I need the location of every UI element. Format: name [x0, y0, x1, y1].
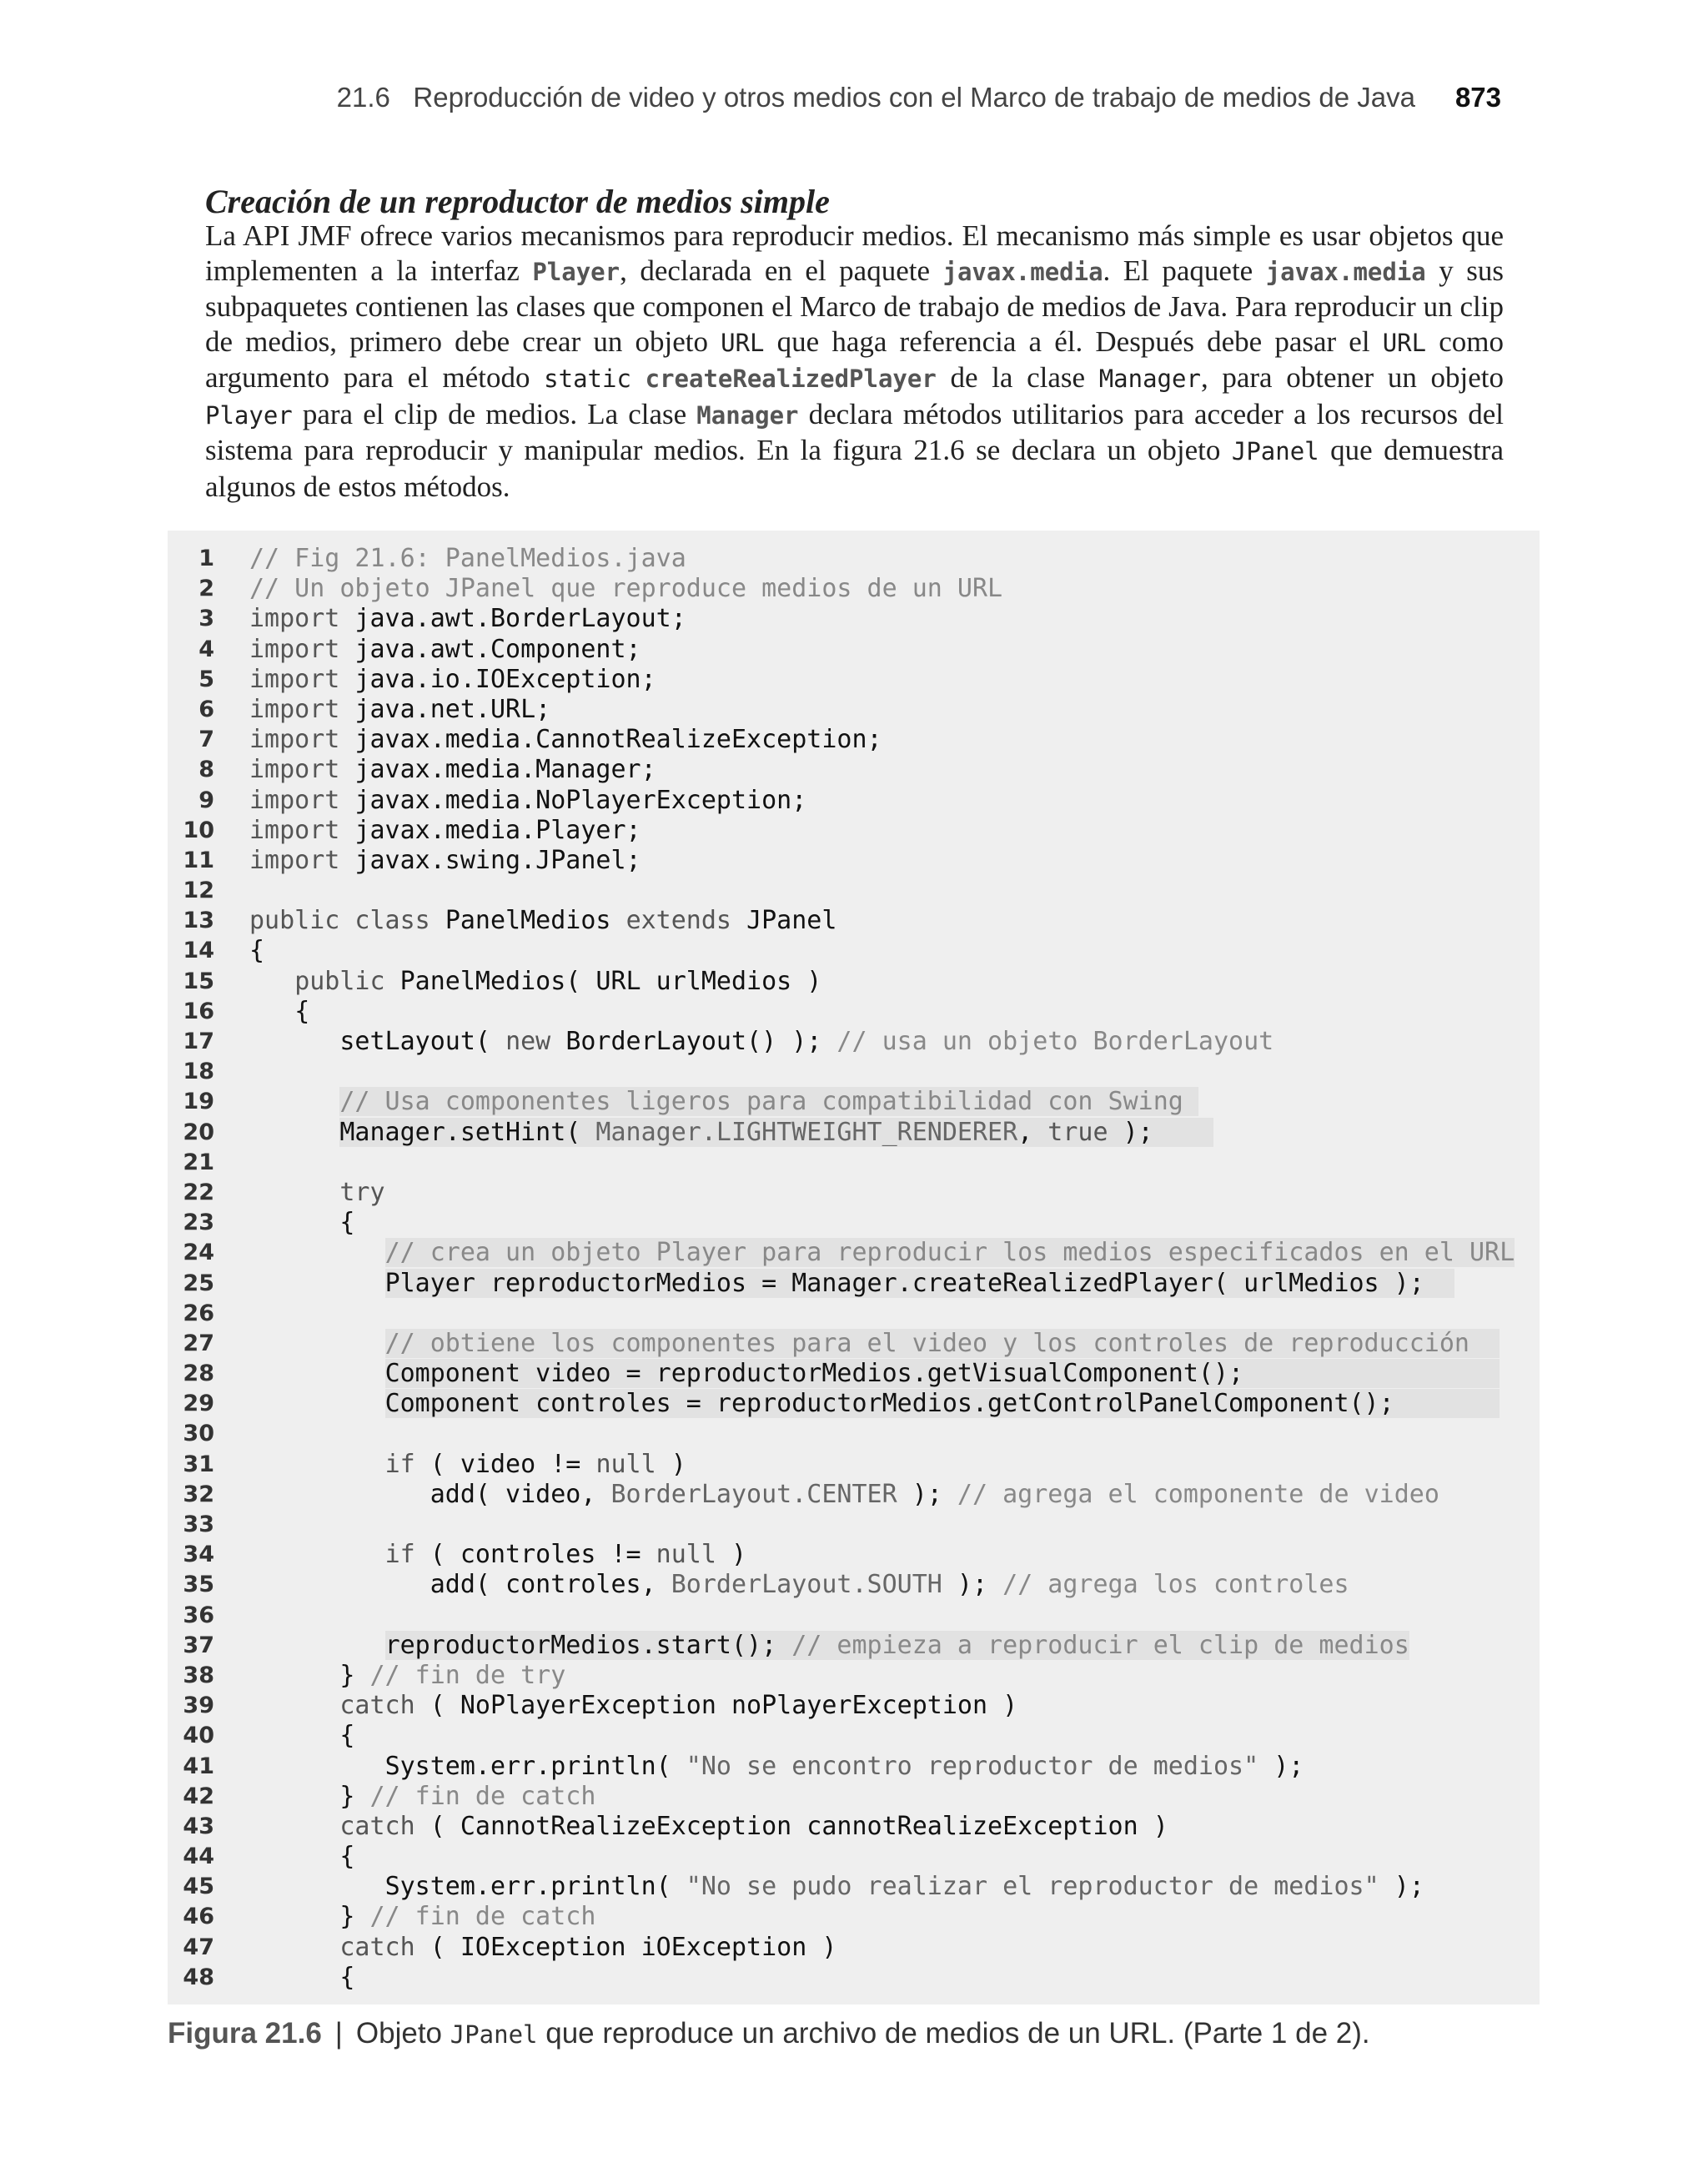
code-token: javax.media.Manager;	[354, 755, 656, 785]
line-number: 45	[183, 1874, 214, 1900]
code-text	[249, 1661, 565, 1691]
paragraph-text	[631, 361, 646, 394]
line-number: 17	[183, 1029, 214, 1054]
code-text	[249, 997, 309, 1027]
code-line	[168, 1118, 1540, 1148]
code-line	[168, 1631, 1540, 1661]
code-token: }	[339, 1660, 370, 1690]
code-token: BorderLayout.SOUTH	[671, 1570, 942, 1600]
code-token: );	[1379, 1872, 1424, 1902]
line-number: 29	[183, 1391, 214, 1417]
paragraph-text: , para obtener un objeto	[1200, 361, 1505, 394]
code-line	[168, 967, 1540, 997]
line-number: 8	[198, 757, 214, 783]
header-section-number: 21.6	[336, 82, 390, 113]
code-line	[168, 665, 1540, 695]
code-text	[249, 1842, 354, 1872]
code-keyword: import	[249, 815, 355, 845]
line-number: 14	[183, 938, 214, 964]
code-line	[168, 1269, 1540, 1299]
code-line	[168, 1752, 1540, 1782]
inline-code: createRealizedPlayer	[645, 365, 937, 393]
code-line	[168, 1510, 1540, 1540]
line-number: 28	[183, 1361, 214, 1387]
code-keyword: if	[384, 1540, 415, 1570]
code-comment: // fin de catch	[369, 1902, 596, 1932]
paragraph-text: de la clase	[936, 361, 1099, 394]
code-token: {	[339, 1962, 355, 1992]
line-number: 46	[183, 1904, 214, 1930]
code-text	[249, 1902, 595, 1932]
code-comment: // agrega los controles	[1002, 1570, 1349, 1600]
code-token: add( controles,	[430, 1570, 671, 1600]
code-text	[249, 1872, 1424, 1902]
code-line	[168, 1480, 1540, 1510]
line-number: 10	[183, 817, 214, 843]
code-text	[249, 1238, 1515, 1268]
code-token: ( CannotRealizeException cannotRealizeException )	[414, 1811, 1168, 1841]
code-keyword: catch	[339, 1811, 415, 1841]
paragraph-text: , declarada en el paquete	[620, 254, 943, 287]
code-text	[249, 1963, 354, 1993]
code-token: javax.media.Player;	[354, 815, 641, 845]
line-number: 2	[198, 576, 214, 602]
code-text	[249, 1208, 354, 1238]
code-listing	[168, 531, 1540, 2004]
line-number: 27	[183, 1330, 214, 1356]
code-token: )	[656, 1449, 686, 1479]
line-number: 25	[183, 1270, 214, 1296]
code-keyword: null	[595, 1449, 656, 1479]
line-number: 7	[198, 727, 214, 753]
code-token: Component controles = reproductorMedios.getControlPanelComponent();	[384, 1389, 1500, 1419]
line-number: 22	[183, 1179, 214, 1205]
paragraph-text: que demuestra algunos de estos métodos.	[205, 434, 1504, 503]
code-token: );	[897, 1479, 957, 1509]
code-text	[249, 1933, 836, 1963]
code-text	[249, 936, 264, 966]
code-line	[168, 846, 1540, 876]
code-line	[168, 1419, 1540, 1449]
line-number: 13	[183, 908, 214, 934]
header-title: Reproducción de video y otros medios con el Marco de trabajo de medios de Java	[413, 82, 1415, 113]
code-token: {	[339, 1208, 355, 1238]
code-line	[168, 936, 1540, 966]
code-token: Manager.LIGHTWEIGHT_RENDERER	[595, 1117, 1018, 1147]
code-comment: // fin de catch	[369, 1781, 596, 1811]
code-line	[168, 997, 1540, 1027]
line-number: 42	[183, 1783, 214, 1809]
code-comment: // agrega el componente de video	[957, 1479, 1439, 1509]
code-token: setLayout(	[339, 1027, 506, 1056]
code-token: javax.swing.JPanel;	[354, 845, 641, 875]
code-token: PanelMedios	[445, 906, 626, 936]
code-token: )	[716, 1540, 747, 1570]
code-line	[168, 1148, 1540, 1178]
line-number: 12	[183, 878, 214, 904]
inline-code: URL	[721, 328, 765, 357]
line-number: 32	[183, 1481, 214, 1507]
code-token: System.err.println(	[384, 1751, 686, 1781]
line-number: 19	[183, 1089, 214, 1115]
code-text	[249, 1721, 354, 1751]
code-comment: // crea un objeto Player para reproducir los medios especificados en el URL	[384, 1238, 1515, 1268]
inline-code: Manager	[696, 400, 799, 430]
code-token: );	[942, 1570, 1003, 1600]
code-line	[168, 1178, 1540, 1208]
section-title: Creación de un reproductor de medios simple	[205, 183, 830, 220]
code-token: ( controles !=	[414, 1540, 656, 1570]
line-number: 38	[183, 1662, 214, 1688]
inline-code: static	[544, 365, 631, 393]
code-keyword: import	[249, 634, 355, 664]
code-line	[168, 906, 1540, 936]
line-number: 39	[183, 1693, 214, 1719]
code-token: Manager.setHint(	[339, 1117, 596, 1147]
line-number: 11	[183, 847, 214, 873]
line-number: 47	[183, 1934, 214, 1960]
code-token: }	[339, 1902, 370, 1932]
code-text	[249, 574, 1002, 604]
body-paragraph	[205, 219, 1504, 504]
line-number: 5	[198, 666, 214, 692]
line-number: 15	[183, 968, 214, 994]
code-lines	[168, 544, 1540, 1993]
code-token: Player reproductorMedios = Manager.createRealizedPlayer( urlMedios );	[384, 1268, 1454, 1298]
line-number: 35	[183, 1572, 214, 1598]
code-line	[168, 1902, 1540, 1932]
code-text	[249, 1027, 1273, 1057]
code-comment: // Un objeto JPanel que reproduce medios de un URL	[249, 574, 1003, 604]
line-number: 21	[183, 1149, 214, 1175]
code-line	[168, 1963, 1540, 1993]
code-line	[168, 604, 1540, 634]
code-token: "No se pudo realizar el reproductor de medios"	[686, 1872, 1379, 1902]
code-line	[168, 1721, 1540, 1751]
code-text	[249, 1389, 1500, 1419]
code-token: );	[1258, 1751, 1304, 1781]
paragraph-text: declara métodos utilitarios para acceder a los recursos del sistema para reproducir y manipular medios. En la figura 21.6 se declara un objeto	[205, 397, 1505, 466]
code-keyword: import	[249, 785, 355, 815]
code-keyword: new	[505, 1027, 566, 1056]
code-token: ( IOException iOException )	[414, 1932, 837, 1962]
code-token: java.awt.BorderLayout;	[354, 604, 686, 634]
code-keyword: import	[249, 694, 355, 724]
page-header	[0, 82, 1501, 113]
code-keyword: import	[249, 725, 355, 755]
code-token: }	[339, 1781, 370, 1811]
code-token: reproductorMedios.start();	[384, 1630, 792, 1660]
code-line	[168, 1450, 1540, 1480]
line-number: 37	[183, 1632, 214, 1658]
code-keyword: true	[1047, 1117, 1108, 1147]
line-number: 34	[183, 1542, 214, 1568]
code-comment: // fin de try	[369, 1660, 566, 1690]
code-line	[168, 1691, 1540, 1721]
code-keyword: if	[384, 1449, 415, 1479]
code-text	[249, 665, 656, 695]
inline-code: javax.media	[942, 257, 1103, 286]
code-token: ( video !=	[414, 1449, 596, 1479]
code-token: {	[249, 936, 265, 966]
code-line	[168, 1842, 1540, 1872]
code-token: );	[1108, 1117, 1213, 1147]
caption-text-after: que reproduce un archivo de medios de un URL. (Parte 1 de 2).	[537, 2017, 1370, 2050]
code-text	[249, 725, 882, 755]
code-keyword: extends	[625, 906, 747, 936]
line-number: 23	[183, 1210, 214, 1236]
inline-code: javax.media	[1265, 257, 1426, 286]
code-line	[168, 544, 1540, 574]
code-text	[249, 635, 641, 665]
code-line	[168, 1087, 1540, 1117]
code-comment: // usa un objeto BorderLayout	[836, 1027, 1274, 1056]
code-text	[249, 1329, 1500, 1359]
code-token: java.io.IOException;	[354, 664, 656, 694]
code-line	[168, 1933, 1540, 1963]
code-comment: // Usa componentes ligeros para compatibilidad con Swing	[339, 1087, 1198, 1117]
code-text	[249, 544, 686, 574]
caption-code: JPanel	[450, 2020, 538, 2049]
code-text	[249, 1269, 1454, 1299]
caption-text-before: Objeto	[355, 2017, 450, 2050]
code-token: System.err.println(	[384, 1872, 686, 1902]
line-number: 4	[198, 636, 214, 662]
code-token: BorderLayout() );	[565, 1027, 837, 1056]
line-number: 1	[198, 546, 214, 571]
code-line	[168, 635, 1540, 665]
code-keyword: public	[294, 966, 400, 996]
code-token: {	[294, 996, 310, 1026]
figure-caption	[168, 2017, 1370, 2050]
code-comment: // Fig 21.6: PanelMedios.java	[249, 544, 686, 573]
code-token: {	[339, 1842, 355, 1872]
line-number: 24	[183, 1240, 214, 1266]
code-token: PanelMedios( URL urlMedios )	[399, 966, 822, 996]
code-line	[168, 1057, 1540, 1087]
code-text	[249, 967, 821, 997]
code-line	[168, 1661, 1540, 1691]
code-text	[249, 1178, 385, 1208]
code-token: {	[339, 1721, 355, 1751]
code-line	[168, 695, 1540, 725]
code-token: BorderLayout.CENTER	[610, 1479, 897, 1509]
line-number: 44	[183, 1844, 214, 1870]
line-number: 48	[183, 1964, 214, 1990]
line-number: 16	[183, 998, 214, 1024]
code-text	[249, 786, 806, 816]
code-keyword: import	[249, 604, 355, 634]
line-number: 33	[183, 1512, 214, 1537]
line-number: 26	[183, 1300, 214, 1326]
code-text	[249, 816, 641, 846]
code-comment: // obtiene los componentes para el video y los controles de reproducción	[384, 1328, 1500, 1358]
code-token: java.net.URL;	[354, 694, 551, 724]
paragraph-text: para el clip de medios. La clase	[292, 397, 697, 430]
code-line	[168, 1389, 1540, 1419]
line-number: 31	[183, 1451, 214, 1477]
line-number: 36	[183, 1602, 214, 1628]
code-line	[168, 786, 1540, 816]
paragraph-text: . El paquete	[1103, 254, 1266, 287]
code-line	[168, 1299, 1540, 1329]
code-token: Component video = reproductorMedios.getVisualComponent();	[384, 1359, 1500, 1389]
code-text	[249, 1450, 686, 1480]
code-keyword: import	[249, 845, 355, 875]
code-line	[168, 1329, 1540, 1359]
code-line	[168, 816, 1540, 846]
code-text	[249, 755, 656, 785]
code-keyword: import	[249, 664, 355, 694]
code-line	[168, 1782, 1540, 1812]
code-text	[249, 1480, 1439, 1510]
code-text	[249, 906, 836, 936]
code-line	[168, 1570, 1540, 1600]
code-line	[168, 1872, 1540, 1902]
code-line	[168, 1601, 1540, 1631]
code-text	[249, 1691, 1017, 1721]
code-text	[249, 1782, 595, 1812]
code-keyword: catch	[339, 1932, 415, 1962]
figure-label: Figura 21.6	[168, 2017, 322, 2050]
code-line	[168, 1027, 1540, 1057]
code-keyword: catch	[339, 1691, 415, 1721]
page-number: 873	[1454, 82, 1501, 113]
inline-code: Player	[205, 400, 293, 430]
code-text	[249, 846, 641, 876]
code-text	[249, 1118, 1213, 1148]
code-line	[168, 876, 1540, 906]
code-text	[249, 1570, 1349, 1600]
code-line	[168, 1359, 1540, 1389]
paragraph-text: La API JMF ofrece varios mecanismos para reproducir medios. El mecanismo más simple es usar objetos que implementen a la interfaz	[205, 219, 1504, 287]
code-text	[249, 695, 550, 725]
code-token: ( NoPlayerException noPlayerException )	[414, 1691, 1018, 1721]
code-token: javax.media.NoPlayerException;	[354, 785, 807, 815]
line-number: 18	[183, 1059, 214, 1085]
code-keyword: public class	[249, 906, 445, 936]
code-line	[168, 574, 1540, 604]
code-token: add( video,	[430, 1479, 611, 1509]
code-token: JPanel	[746, 906, 837, 936]
line-number: 41	[183, 1753, 214, 1779]
code-token: java.awt.Component;	[354, 634, 641, 664]
code-text	[249, 1752, 1304, 1782]
code-token: javax.media.CannotRealizeException;	[354, 725, 882, 755]
code-token: ,	[1017, 1117, 1048, 1147]
code-line	[168, 1238, 1540, 1268]
code-text	[249, 1812, 1168, 1842]
code-comment: // empieza a reproducir el clip de medios	[791, 1630, 1409, 1660]
code-line	[168, 1208, 1540, 1238]
inline-code: URL	[1382, 328, 1427, 357]
code-line	[168, 1812, 1540, 1842]
inline-code: Manager	[1098, 365, 1201, 393]
code-token: "No se encontro reproductor de medios"	[686, 1751, 1259, 1781]
inline-code: JPanel	[1231, 437, 1319, 465]
inline-code: Player	[532, 257, 620, 286]
code-keyword: null	[656, 1540, 716, 1570]
code-line	[168, 755, 1540, 785]
line-number: 30	[183, 1421, 214, 1447]
paragraph-text: que haga referencia a él. Después debe pasar el	[764, 324, 1383, 358]
line-number: 40	[183, 1723, 214, 1749]
paragraph-text: y sus subpaquetes contienen las clases que componen el Marco de trabajo de medios de Java. Para reproducir un clip de medios, primero debe crear un objeto	[205, 254, 1504, 358]
code-text	[249, 1359, 1500, 1389]
code-keyword: try	[339, 1177, 385, 1207]
code-keyword: import	[249, 755, 355, 785]
code-text	[249, 1631, 1409, 1661]
code-text	[249, 1087, 1198, 1117]
line-number: 20	[183, 1119, 214, 1145]
line-number: 3	[198, 606, 214, 632]
code-line	[168, 1540, 1540, 1570]
code-line	[168, 725, 1540, 755]
code-text	[249, 604, 686, 634]
code-text	[249, 1540, 746, 1570]
line-number: 43	[183, 1813, 214, 1839]
caption-separator: |	[334, 2017, 343, 2050]
line-number: 9	[198, 787, 214, 813]
paragraph-text: como argumento para el método	[205, 324, 1504, 394]
line-number: 6	[198, 696, 214, 722]
